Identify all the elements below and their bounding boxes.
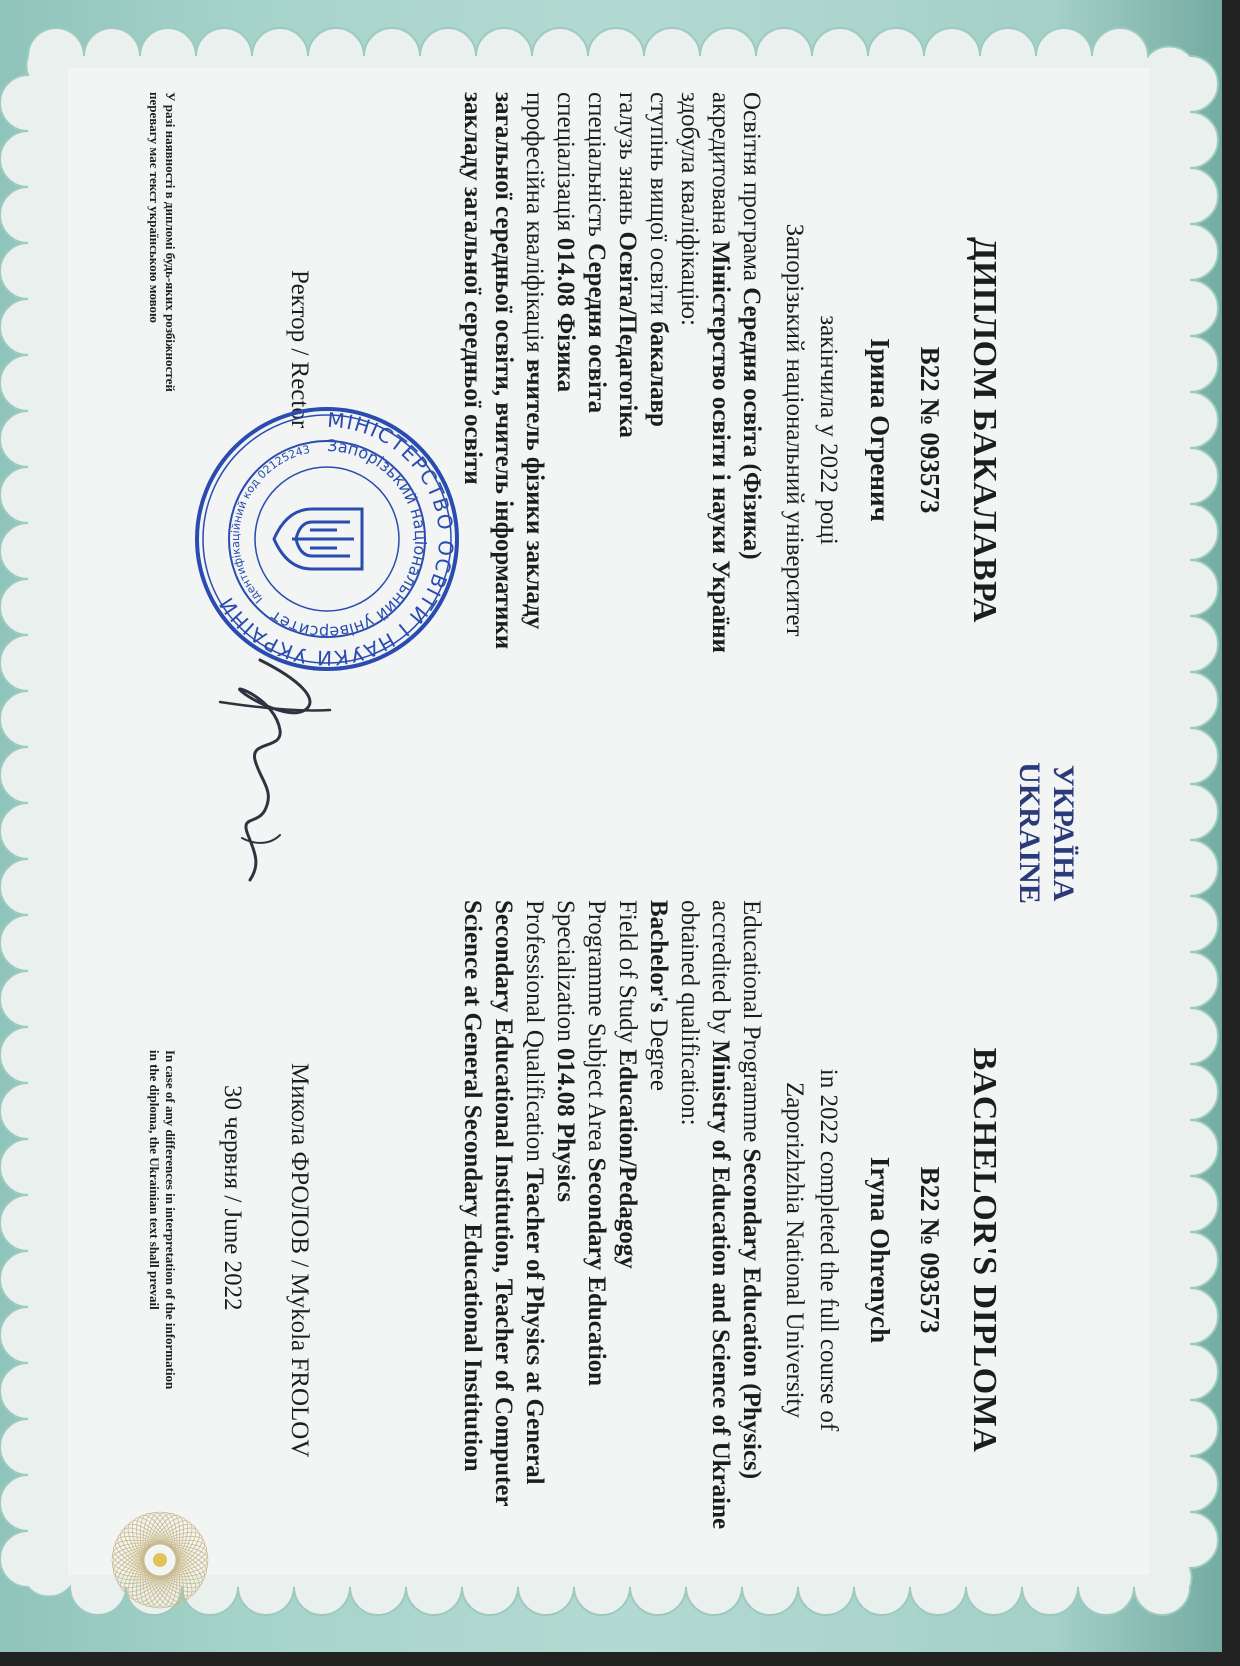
country-en: UKRAINE [1013,762,1046,904]
en-field: Field of Study Education/Pedagogy [614,900,641,1269]
en-date: 30 червня / June 2022 [219,1085,246,1311]
en-body [457,900,767,1529]
en-qualification-2: Secondary Educational Institution, Teacher of Computer [490,900,517,1507]
en-accredited: accredited by Ministry of Education and Science of Ukraine [707,900,734,1530]
official-stamp [192,404,462,674]
en-completed: in 2022 completed the full course of [815,1068,842,1432]
en-area: Programme Subject Area Secondary Education [583,900,610,1387]
ua-qualification: професійна кваліфікація вчитель фізики закладу [521,92,548,630]
en-title: BACHELOR'S DIPLOMA [966,1047,1003,1453]
guilloche-rosette [105,1505,215,1615]
country-header [1012,733,1080,933]
ua-specialty: спеціальність Середня освіта [583,92,610,414]
en-footnote: In case of any differences in interpretation of the information in the diploma, the Ukrainian text shall prevail [147,1050,178,1390]
stamp-ring-text: МІНІСТЕРСТВО ОСВІТИ І НАУКИ УКРАЇНИ [213,407,459,671]
rosette-center [153,1553,167,1567]
en-rector-name: Микола ФРОЛОВ / Mykola FROLOV [286,1063,313,1458]
ua-rector-label: Ректор / Rector [286,270,313,429]
en-name: Iryna Ohrenych [865,1156,895,1344]
ua-degree: ступінь вищої освіти бакалавр [645,92,672,427]
ua-program: Освітня програма Середня освіта (Фізика) [738,92,765,560]
photo-edge-bottom [0,1652,1240,1666]
ua-accredited: акредитована Міністерство освіти і науки України [707,92,734,653]
ua-body [457,92,767,653]
ua-number: В22 № 093573 [915,346,945,514]
ua-footnote: У разі наявності в дипломі будь-яких розбіжностей перевагу має текст українською мовою [147,92,178,392]
en-obtained: obtained qualification: [676,900,703,1126]
stamp-code-text: Ідентифікаційний код 02125243 [228,442,312,606]
en-university: Zaporizhzhia National University [781,1082,808,1418]
en-number: В22 № 093573 [915,1166,945,1334]
ua-specialization: спеціалізація 014.08 Фізика [552,92,579,393]
en-qualification: Professional Qualification Teacher of Physics at General [521,900,548,1485]
en-specialization: Specialization 014.08 Physics [552,900,579,1203]
ua-qualification-3: закладу загальної середньої освіти [459,92,486,485]
en-qualification-3: Science at General Secondary Educational Institution [459,900,486,1472]
ua-field: галузь знань Освіта/Педагогіка [614,92,641,438]
ua-name: Ірина Огренич [865,338,895,522]
rector-signature [190,640,360,900]
svg-text:Ідентифікаційний код 02125243 [229,443,311,606]
en-degree: Bachelor's Degree [645,900,672,1091]
photo-edge-right [1222,0,1240,1666]
country-uk: УКРАЇНА [1047,764,1080,902]
ua-completed: закінчила у 2022 році [815,315,842,545]
ua-title: ДИПЛОМ БАКАЛАВРА [966,237,1003,623]
ua-qualification-2: загальної середньої освіти, вчитель інформатики [490,92,517,650]
trident-emblem-icon [274,509,362,569]
stamp-inner-text: Запорізький національний університет [266,435,431,643]
ua-university: Запорізький національний університет [781,223,808,637]
en-program: Educational Programme Secondary Education (Physics) [738,900,765,1480]
ua-obtained: здобула кваліфікацію: [676,92,703,326]
